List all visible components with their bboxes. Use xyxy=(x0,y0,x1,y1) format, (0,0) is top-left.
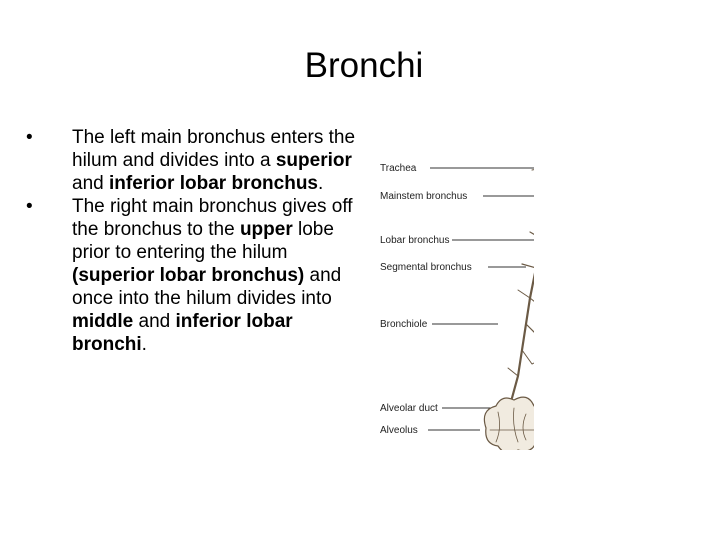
text-run: . xyxy=(318,173,324,194)
label-trachea: Trachea xyxy=(380,163,417,174)
text-run: and xyxy=(133,311,176,332)
emphasis-text: upper xyxy=(239,219,293,240)
label-lobar-bronchus: Lobar bronchus xyxy=(380,235,450,246)
emphasis-text: middle xyxy=(72,311,134,332)
label-alveolar-duct: Alveolar duct xyxy=(380,403,438,414)
bullet-marker: • xyxy=(26,127,33,148)
bronchial-tree-figure xyxy=(368,128,534,450)
bronchial-tree-icon xyxy=(484,130,534,450)
label-mainstem-bronchus: Mainstem bronchus xyxy=(380,191,468,202)
bullet-marker: • xyxy=(26,196,33,217)
emphasis-text: (superior lobar bronchus) xyxy=(72,265,305,286)
text-run: and xyxy=(72,173,109,194)
emphasis-text: superior xyxy=(275,150,352,171)
text-run: lobe prior to entering the hilum xyxy=(72,219,334,263)
bronchial-tree-diagram xyxy=(368,128,534,450)
bullet-text xyxy=(72,126,356,195)
leader-lines xyxy=(428,168,534,430)
bullet-list xyxy=(26,126,356,356)
label-segmental-bronchus: Segmental bronchus xyxy=(380,262,472,273)
bullet-item-left-bronchus xyxy=(26,126,356,195)
emphasis-text: inferior lobar bronchi xyxy=(72,311,293,355)
slide-title: Bronchi xyxy=(304,46,424,85)
bullet-item-right-bronchus xyxy=(26,195,356,356)
emphasis-text: inferior lobar bronchus xyxy=(108,173,319,194)
text-run: The right main bronchus gives off the bronchus to the xyxy=(72,196,353,240)
text-run: and once into the hilum divides into xyxy=(72,265,342,309)
label-bronchiole: Bronchiole xyxy=(380,319,428,330)
text-run: . xyxy=(141,334,147,355)
text-run: The left main bronchus enters the hilum and divides into a xyxy=(72,127,356,171)
bullet-text xyxy=(72,195,356,356)
label-alveolus: Alveolus xyxy=(380,425,418,436)
